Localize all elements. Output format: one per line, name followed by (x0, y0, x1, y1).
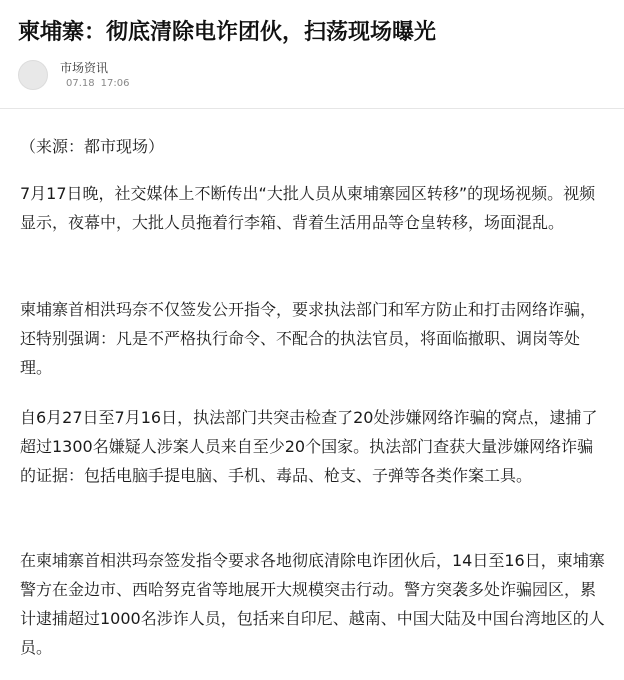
article-header (0, 0, 624, 109)
author-avatar[interactable] (18, 60, 48, 90)
paragraph-4: 在柬埔寨首相洪玛奈签发指令要求各地彻底清除电诈团伙后，14日至16日，柬埔寨警方在金边市、西哈努克省等地展开大规模突击行动。警方突袭多处诈骗园区，累计逮捕超过1000名涉诈人员，包括来自印尼、越南、中国大陆及中国台湾地区的人员。 (20, 551, 605, 657)
paragraph-3: 自6月27日至7月16日，执法部门共突击检查了20处涉嫌网络诈骗的窝点，逮捕了超过1300名嫌疑人涉案人员来自至少20个国家。执法部门查获大量涉嫌网络诈骗的证据：包括电脑手提电脑、手机、毒品、枪支、子弹等各类作案工具。 (20, 408, 598, 485)
paragraph-2: 柬埔寨首相洪玛奈不仅签发公开指令，要求执法部门和军方防止和打击网络诈骗，还特别强调：凡是不严格执行命令、不配合的执法官员，将面临撤职、调岗等处理。 (20, 300, 597, 377)
publish-time (66, 78, 129, 90)
paragraph-1: 7月17日晚，社交媒体上不断传出“大批人员从柬埔寨园区转移”的现场视频。视频显示，夜幕中，大批人员拖着行李箱、背着生活用品等仓皇转移，场面混乱。 (20, 184, 596, 232)
author-name[interactable]: 市场资讯 (60, 61, 109, 75)
source-line: （来源：都市现场） (20, 137, 165, 156)
publish-clock: 17:06 (100, 78, 130, 89)
article-body (0, 109, 624, 680)
publish-date: 07.18 (66, 78, 95, 89)
article-title: 柬埔寨：彻底清除电诈团伙，扫荡现场曝光 (18, 20, 437, 45)
